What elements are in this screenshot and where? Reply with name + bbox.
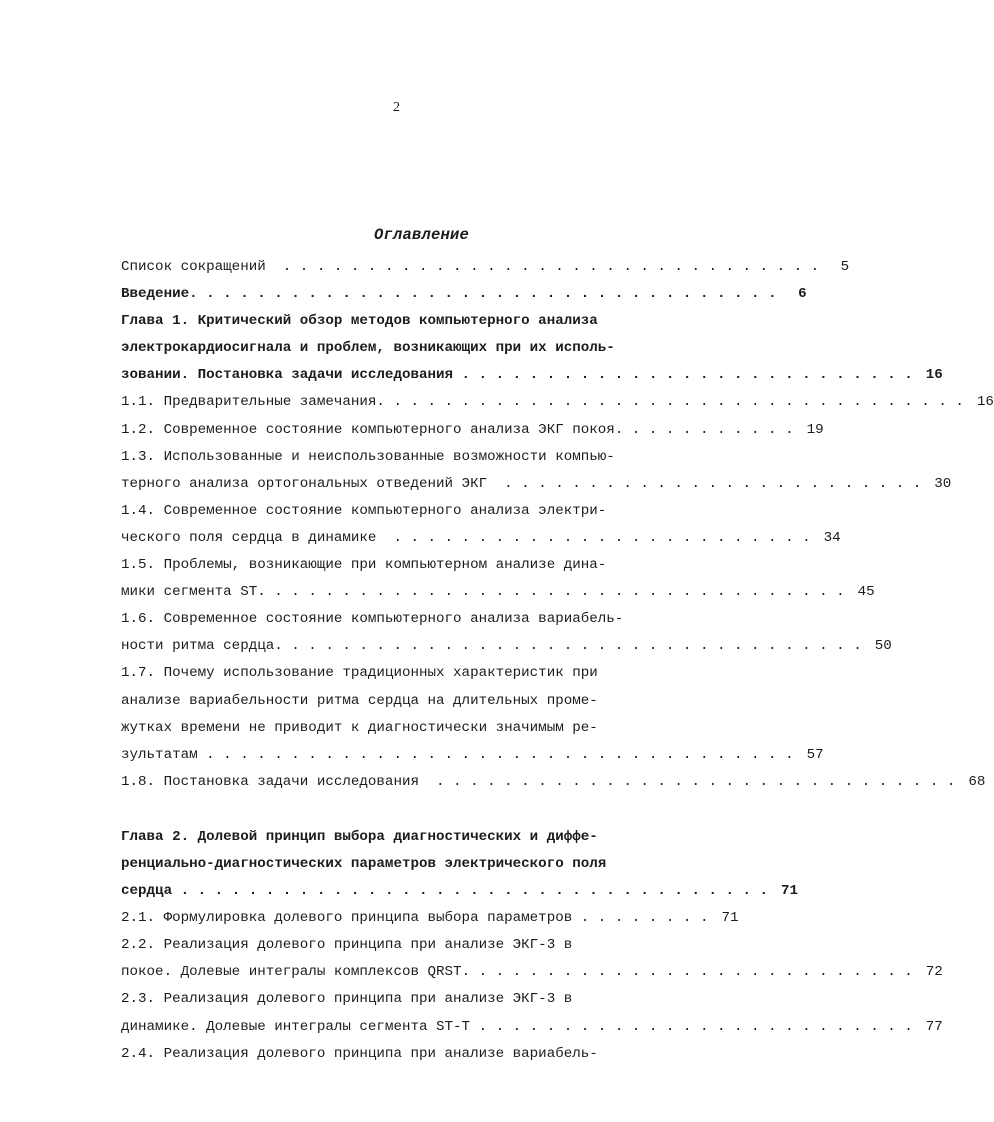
toc-entry-introduction: Введение . . . . . . . . . . . . . . . . . . . . . . . . . . . . . . . . . . . 6 xyxy=(121,286,807,303)
toc-entry-2-3-line-1: 2.3. Реализация долевого принципа при анализе ЭКГ-3 в xyxy=(121,991,573,1008)
toc-entry-1-8: 1.8. Постановка задачи исследования . . . . . . . . . . . . . . . . . . . . . . . . . . . . . . . 68 xyxy=(121,773,986,790)
toc-entry-1-4-line-1: 1.4. Современное состояние компьютерного анализа электри- xyxy=(121,502,607,519)
toc-chapter-1-line-1: Глава 1. Критический обзор методов компьютерного анализа xyxy=(121,313,598,330)
toc-entry-1-3-line-2: терного анализа ортогональных отведений ЭКГ . . . . . . . . . . . . . . . . . . . . . . . . . 30 xyxy=(121,475,952,492)
toc-chapter-2-line-1: Глава 2. Долевой принцип выбора диагностических и диффе- xyxy=(121,828,598,845)
toc-entry-1-3-line-1: 1.3. Использованные и неиспользованные возможности компью- xyxy=(121,448,615,465)
toc-entry-abbreviations: Список сокращений . . . . . . . . . . . . . . . . . . . . . . . . . . . . . . . . 5 xyxy=(121,259,850,275)
toc-entry-1-2: 1.2. Современное состояние компьютерного анализа ЭКГ покоя . . . . . . . . . . . 19 xyxy=(121,421,824,438)
chapter-gap xyxy=(121,796,716,824)
toc-chapter-2-line-3: сердца . . . . . . . . . . . . . . . . . . . . . . . . . . . . . . . . . . . 71 xyxy=(121,883,799,900)
toc-entry-1-7-line-4: зультатам . . . . . . . . . . . . . . . . . . . . . . . . . . . . . . . . . . . 57 xyxy=(121,746,824,763)
toc-entry-1-7-line-3: жутках времени не приводит к диагностически значимым ре- xyxy=(121,719,598,736)
toc-entry-2-3-line-2: динамике. Долевые интегралы сегмента ST-T . . . . . . . . . . . . . . . . . . . . . . . . . . 77 xyxy=(121,1018,943,1035)
toc-chapter-1-line-3: зовании. Постановка задачи исследования . . . . . . . . . . . . . . . . . . . . . . . . . . . 16 xyxy=(121,367,943,384)
toc-title: Оглавление xyxy=(373,226,469,244)
toc-entry-1-6-line-2: ности ритма сердца . . . . . . . . . . . . . . . . . . . . . . . . . . . . . . . . . . . 50 xyxy=(121,638,892,655)
page-number: 2 xyxy=(393,100,400,115)
toc-entry-2-2-line-1: 2.2. Реализация долевого принципа при анализе ЭКГ-3 в xyxy=(121,937,573,954)
toc-entry-2-2-line-2: покое. Долевые интегралы комплексов QRST . . . . . . . . . . . . . . . . . . . . . . . . . . . 72 xyxy=(121,964,943,981)
toc-entry-2-1: 2.1. Формулировка долевого принципа выбора параметров . . . . . . . . 71 xyxy=(121,910,739,927)
toc-entry-1-4-line-2: ческого поля сердца в динамике . . . . . . . . . . . . . . . . . . . . . . . . . 34 xyxy=(121,529,841,546)
toc-chapter-1-line-2: электрокардиосигнала и проблем, возникающих при их исполь- xyxy=(121,340,615,357)
toc-entry-2-4-line-1: 2.4. Реализация долевого принципа при анализе вариабель- xyxy=(121,1045,598,1062)
toc-entry-1-7-line-1: 1.7. Почему использование традиционных характеристик при xyxy=(121,665,598,682)
toc-entry-1-1: 1.1. Предварительные замечания . . . . . . . . . . . . . . . . . . . . . . . . . . . . . . . . . . . 16 xyxy=(121,394,994,411)
toc-entry-1-7-line-2: анализе вариабельности ритма сердца на длительных проме- xyxy=(121,692,598,709)
toc-entry-1-5-line-2: мики сегмента ST . . . . . . . . . . . . . . . . . . . . . . . . . . . . . . . . . . . 45 xyxy=(121,584,875,601)
table-of-contents xyxy=(121,254,994,1068)
toc-entry-1-6-line-1: 1.6. Современное состояние компьютерного анализа вариабель- xyxy=(121,611,624,628)
toc-chapter-2-line-2: ренциально-диагностических параметров электрического поля xyxy=(121,855,607,872)
toc-entry-1-5-line-1: 1.5. Проблемы, возникающие при компьютерном анализе дина- xyxy=(121,557,607,574)
